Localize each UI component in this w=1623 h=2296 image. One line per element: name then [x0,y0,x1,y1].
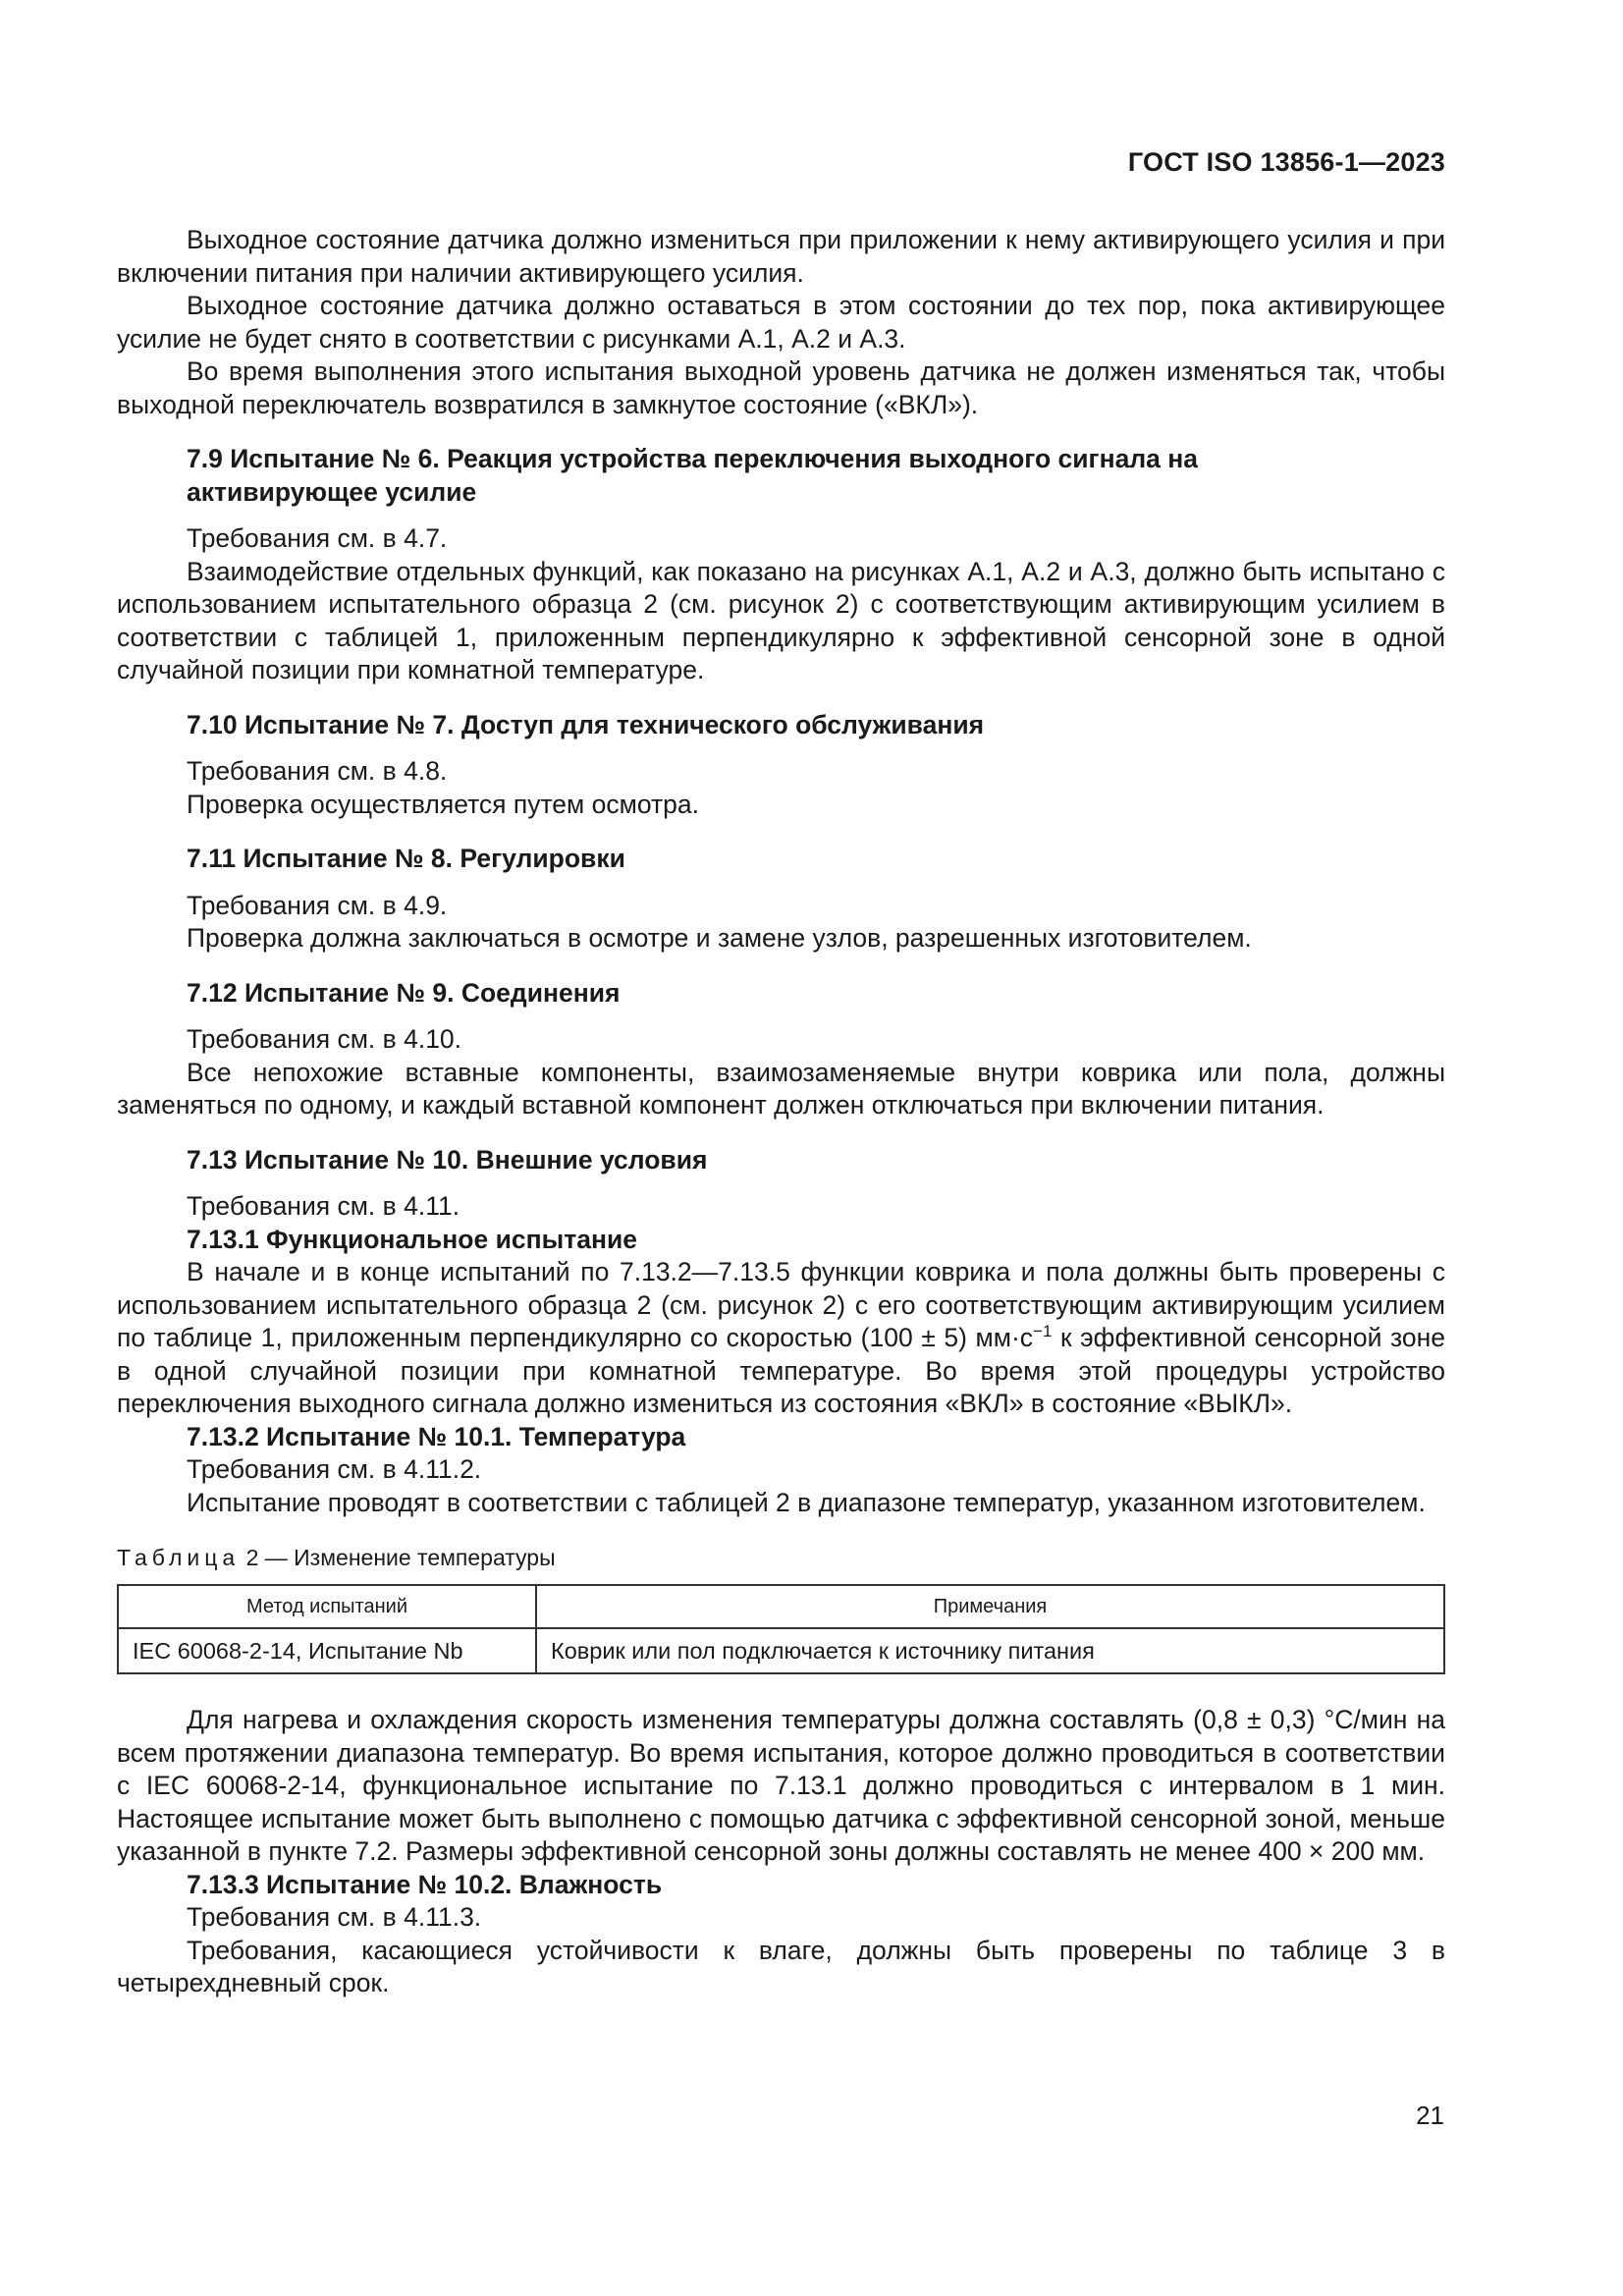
section-7-9-requirements: Требования см. в 4.7. [187,523,448,553]
section-7-13-1-text [117,1256,1445,1421]
page-number: 21 [1416,2101,1444,2130]
section-7-13-requirements: Требования см. в 4.11. [187,1191,460,1221]
section-7-13-1-text-b: к эффективной сенсорной зоне в одной случайной позиции при комнатной температуре. Во время этой процедуры устройство переключения выходного сигнала должно измениться из состояния «ВКЛ» в состояние «ВЫКЛ». [117,1323,1445,1418]
table-cell-method: IEC 60068-2-14, Испытание Nb [118,1628,536,1673]
section-7-9-heading: 7.9 Испытание № 6. Реакция устройства переключения выходного сигнала на активирующее усилие [187,444,1199,507]
intro-paragraph-2: Выходное состояние датчика должно оставаться в этом состоянии до тех пор, пока активирующее усилие не будет снято в соответствии с рисунками А.1, А.2 и А.3. [117,291,1445,354]
temperature-rate-paragraph: Для нагрева и охлаждения скорость изменения температуры должна составлять (0,8 ± 0,3) °C/мин на всем протяжении диапазона температур. Во время испытания, которое должно проводиться в соответствии с IEC 60068-2-14, функциональное испытание по 7.13.1 должно проводиться с интервалом в 1 мин. Настоящее испытание может быть выполнено с помощью датчика с эффективной сенсорной зоной, меньше указанной в пункте 7.2. Размеры эффективной сенсорной зоны должны составлять не менее 400 × 200 мм. [117,1705,1445,1866]
table-2-caption [117,1543,1445,1572]
section-7-13-1-text-a: В начале и в конце испытаний по 7.13.2—7.13.5 функции коврика и пола должны быть проверены с использованием испытательного образца 2 (см. рисунок 2) с его соответствующим активирующим усилием по таблице 1, приложенным перпендикулярно со скоростью (100 ± 5) мм·с [117,1257,1445,1352]
section-7-13-3-requirements: Требования см. в 4.11.3. [187,1902,482,1932]
section-7-13-heading: 7.13 Испытание № 10. Внешние условия [187,1144,708,1175]
section-7-12-text: Все непохожие вставные компоненты, взаимозаменяемые внутри коврика или пола, должны заменяться по одному, и каждый вставной компонент должен отключаться при включении питания. [117,1057,1445,1120]
intro-paragraph-3: Во время выполнения этого испытания выходной уровень датчика не должен изменяться так, чтобы выходной переключатель возвратился в замкнутое состояние («ВКЛ»). [117,356,1445,419]
table-header-row [118,1585,1444,1628]
section-7-13-3-text: Требования, касающиеся устойчивости к влаге, должны быть проверены по таблице 3 в четырехдневный срок. [117,1935,1445,1997]
unit-exponent: −1 [1033,1322,1053,1341]
table-2 [117,1584,1445,1674]
section-7-10-heading: 7.10 Испытание № 7. Доступ для технического обслуживания [187,709,985,739]
section-7-13-1-heading: 7.13.1 Функциональное испытание [187,1224,638,1254]
intro-paragraph-1: Выходное состояние датчика должно измениться при приложении к нему активирующего усилия и при включении питания при наличии активирующего усилия. [117,225,1445,288]
section-7-10-requirements: Требования см. в 4.8. [187,756,448,786]
table-cell-notes: Коврик или пол подключается к источнику питания [536,1628,1444,1673]
section-7-9-text: Взаимодействие отдельных функций, как показано на рисунках А.1, А.2 и А.3, должно быть испытано с использованием испытательного образца 2 (см. рисунок 2) с соответствующим активирующим усилием в соответствии с таблицей 1, приложенным перпендикулярно к эффективной сенсорной зоне в одной случайной позиции при комнатной температуре. [117,556,1445,684]
section-7-13-3-heading: 7.13.3 Испытание № 10.2. Влажность [187,1869,663,1899]
section-7-11-requirements: Требования см. в 4.9. [187,890,448,920]
table-caption-prefix: Таблица [117,1545,241,1570]
document-id-header: ГОСТ ISO 13856-1—2023 [1127,147,1445,177]
table-header-method: Метод испытаний [118,1585,536,1628]
section-7-13-2-text: Испытание проводят в соответствии с таблицей 2 в диапазоне температур, указанном изготовителем. [187,1487,1426,1517]
section-7-12-heading: 7.12 Испытание № 9. Соединения [187,977,621,1008]
section-7-11-text: Проверка должна заключаться в осмотре и замене узлов, разрешенных изготовителем. [187,923,1252,953]
section-7-13-2-heading: 7.13.2 Испытание № 10.1. Температура [187,1421,686,1451]
section-7-11-heading: 7.11 Испытание № 8. Регулировки [187,844,625,873]
table-caption-text: 2 — Изменение температуры [240,1545,556,1570]
section-7-13-2-requirements: Требования см. в 4.11.2. [187,1454,482,1484]
table-row [118,1628,1444,1673]
section-7-10-text: Проверка осуществляется путем осмотра. [187,789,699,819]
section-7-12-requirements: Требования см. в 4.10. [187,1024,462,1054]
page-content [117,224,1445,2000]
table-header-notes: Примечания [536,1585,1444,1628]
